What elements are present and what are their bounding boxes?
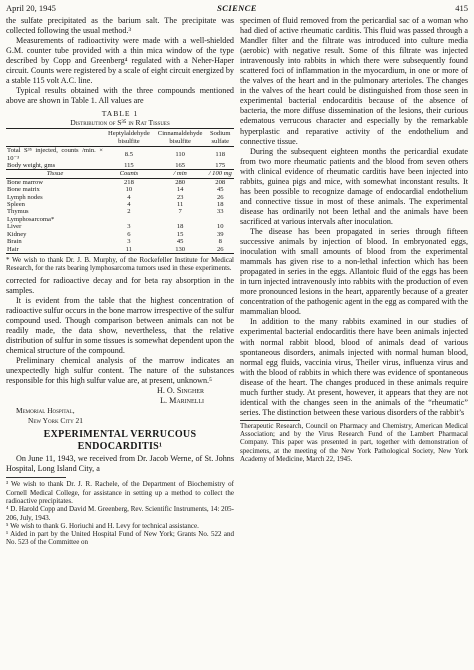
tissue-name: Thymus [7,208,29,216]
tissue-value [154,216,207,223]
right-footnote-rule [240,420,300,421]
running-header [6,3,468,15]
right-paragraph-4: In addition to the many rabbits examined in our studies of experimental bacterial endocarditis there have been animals injected with normal rabbit blood, blood of animals dead of various spontaneous disorders, animals injected with normal human blood, normal egg fluids, vaccinia virus, Theiler virus, influenza virus and with the blood of rabbits in which there was evidence of spontaneous disease of the heart. The changes produced in these animals require much further study. At present, however, it appears that they are not identical with the changes seen in the animals of the “rheumatic” series. The distinction between these various disorders of the rabbit’s [240,317,468,417]
table-row-tissue [6,178,234,186]
col-header-sodium-sulfate: Sodium sulfate [206,129,234,147]
tissue-value: 14 [176,186,184,194]
tissue-name: Hair [6,246,104,254]
tissue-value: 11 [104,246,154,254]
tissue-value: 280 [175,178,186,186]
footnote-rule [6,477,66,478]
table-subtitle: Distribution of S³⁵ in Rat Tissues [70,118,170,128]
right-column [240,16,468,463]
right-paragraph-3: The disease has been propagated in series through fifteen successive animals by injection of blood. In embryonated eggs, inoculation with small amounts of blood from the experimental mammals has given rise to a non-lethal infection which has been propagated in series in the eggs. Allantoic fluid of the eggs has been in turn injected intravenously into rabbits with the production of even more pronounced lesions in the heart, apparently because of a greater concentration of the pathogenic agent in the egg as compared with the mammalian blood. [240,226,468,317]
table-row-tissue [6,238,234,245]
tissue-value: 39 [216,230,224,238]
header-date: April 20, 1945 [6,3,56,13]
signature-singher: H. O. Singher [156,386,204,396]
table-row-tissue [6,194,234,201]
institution-line-2: New York City 21 [28,416,83,426]
tissue-value: 26 [216,193,224,201]
left-paragraph-5: It is evident from the table that the highest concentration of radioactive sulfur occurs in the bone marrow irrespective of the sulfur compound used. Though comparison between animals can not be readily made, the data show, nevertheless, that the relative distribution of sulfur in some tissues is somewhat dependent upon the chemical structure of the compound. [6,295,234,355]
left-column [6,16,234,547]
tissue-value: 15 [176,230,184,238]
article-title: EXPERIMENTAL VERRUCOUS ENDOCARDITIS¹ [43,429,197,452]
left-paragraph-2: Measurements of radioactivity were made with a well-shielded G.M. counter tube provided with a thin mica window of the type described by Copp and Greenberg⁴ regulated with a Neher-Haper circuit. Counts were registered by a scale of eight circuit energized by a stable 115 volt A.C. line. [6,36,234,86]
tissue-value: 18 [176,223,184,231]
col-header-heptylaldehyde: Heptylaldehyde bisulfite [104,129,154,147]
tissue-name: Bone matrix [7,186,40,194]
right-footnote-continued: Therapeutic Research, Council on Pharmacy and Chemistry, American Medical Association; and by the Virus Research Fund of the Lambert Pharmacal Company. This paper was presented in part, together with demonstration of specimens, at the meeting of the New York Pathological Society, New York Academy of Medicine, March 22, 1945. [240,421,468,464]
table-row-units: Tissue Counts / min / 100 mg [6,170,234,178]
tissue-value: 26 [206,246,234,254]
tissue-value: 33 [216,208,224,216]
tissue-name: Lymph nodes [7,193,43,201]
header-journal: SCIENCE [217,3,257,13]
tissue-value: 45 [176,238,184,246]
tissue-value: 208 [215,178,226,186]
tissue-value: 10 [216,223,224,231]
footnote-3: ³ We wish to thank Dr. J. R. Rachele, of the Department of Biochemistry of Cornell Medical College, for assistance in setting up a method to collect the radioactive precipitates. [6,480,234,505]
tissue-value: 10 [125,186,133,194]
left-paragraph-7: On June 11, 1943, we received from Dr. Jacob Werne, of St. Johns Hospital, Long Island City, a [6,454,234,474]
institution-line-1: Memorial Hospital, [16,406,75,416]
table-row-tissue [6,208,234,215]
tissue-rows [6,178,234,253]
tissue-value [104,216,154,223]
tissue-value: 8 [218,238,222,246]
footnote-4: ⁴ D. Harold Copp and David M. Greenberg, Rev. Scientific Instruments, 14: 205-206, July, 1943. [6,505,234,522]
table-row-tissue [6,201,234,208]
left-paragraph-6: Preliminary chemical analysis of the marrow indicates an unexpectedly high sulfur content. The nature of the substances responsible for this high sulfur value are, at present, unknown.⁵ [6,355,234,385]
table-row-weight: Body weight, gms 115 165 175 [6,162,234,170]
tissue-name: Spleen [7,201,25,209]
tissue-name: Bone marrow [7,178,44,186]
tissue-value: 218 [123,178,134,186]
tissue-value: 4 [127,193,131,201]
footnote-1: ¹ Aided in part by the United Hospital Fund of New York; Grants No. 522 and No. 523 of the Committee on [6,530,234,547]
table-row-total: Total S³⁵ injected, counts /min. × 10⁻³ 8.5 110 118 [7,147,226,162]
col-header-cinnamaldehyde: Cinnamaldehyde bisulfite [154,129,207,147]
distribution-table [6,128,234,254]
tissue-value [206,216,234,223]
tissue-value: 2 [127,208,131,216]
tissue-name: Lymphosarcoma* [7,215,55,223]
tissue-name: Kidney [7,230,27,238]
table-row-tissue [6,231,234,238]
right-paragraph-1: specimen of fluid removed from the pericardial sac of a woman who had died of active rheumatic carditis. This fluid was passed through a Mandler filter and the filtrate was introduced into culture media (aerobic) with negative result. Some of this filtrate was injected intravenously into rabbits in which there were subsequently found scattered foci of inflammation in the myocardium, in one or more of the valves of the heart and in the pulmonary arterioles. The changes in the valves of the heart could be distinguished from those seen in experimental bacterial endocarditis because of the absence of bacteria, the more diffuse dissemination of the lesions, their curious edematous verrucous character and especially by the remarkable hyperplastic and reparative activity of the endothelium and connective tissue. [240,16,468,146]
left-paragraph-4: corrected for radioactive decay and for beta ray absorption in the samples. [6,275,234,295]
left-paragraph-1: the sulfate precipitated as the barium salt. The precipitate was collected following the usual method.³ [6,16,234,36]
tissue-value: 23 [176,193,184,201]
table-row-tissue [6,246,234,254]
tissue-value: 6 [127,230,131,238]
tissue-value: 7 [178,208,182,216]
header-page-number: 415 [455,3,468,13]
table-caption [6,109,234,127]
table-row-tissue [6,186,234,193]
tissue-value: 11 [176,201,184,209]
tissue-name: Liver [7,223,22,231]
tissue-value: 4 [127,201,131,209]
tissue-value: 18 [216,201,224,209]
tissue-value: 3 [127,238,131,246]
right-paragraph-2: During the subsequent eighteen months the pericardial exudate from two more rheumatic patients and the blood from seven others with clinical evidence of rheumatic carditis have been injected into rabbits, guinea pigs and mice, with somewhat inconstant results. It has been possible to recognize damage of endocardial endothelium and connective tissue in most of these animals. The experimental disease has ordinarily not been lethal and the animals have been sacrificed at various intervals after inoculation. [240,146,468,226]
table-footnote: * We wish to thank Dr. J. B. Murphy, of the Rockefeller Institute for Medical Research, for the rats bearing lymphosarcoma tumors used in these experiments. [6,255,234,273]
signature-marinelli: L. Marinelli [160,396,204,406]
left-paragraph-3: Typical results obtained with the three compounds mentioned above are shown in Table 1. All values are [6,86,234,106]
tissue-value: 130 [154,246,207,254]
tissue-value: 45 [216,186,224,194]
footnote-5: ⁵ We wish to thank G. Horiuchi and H. Levy for technical assistance. [6,521,199,530]
table-row-tissue [6,216,234,223]
tissue-name: Brain [7,238,22,246]
table-row-tissue [6,223,234,230]
table-title: TABLE 1 [101,109,139,119]
tissue-value: 3 [127,223,131,231]
